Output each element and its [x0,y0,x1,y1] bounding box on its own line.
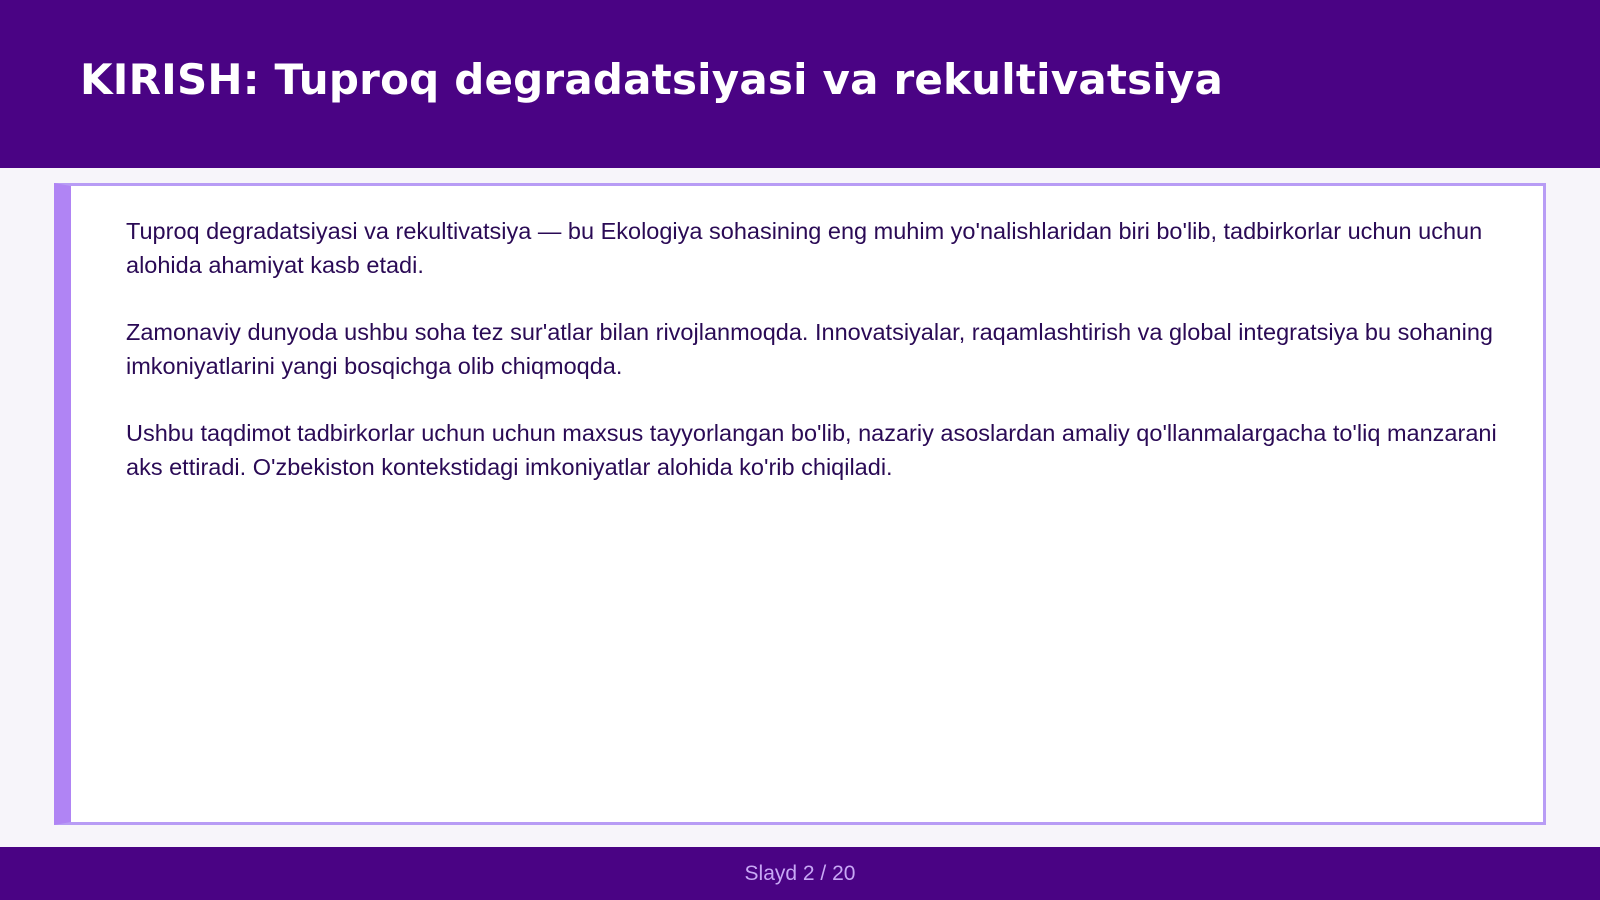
slide-footer [0,847,1600,900]
slide-counter: Slayd 2 / 20 [744,861,856,885]
paragraph-2: Zamonaviy dunyoda ushbu soha tez sur'atlar bilan rivojlanmoqda. Innovatsiyalar, raqamlashtirish va global integratsiya bu sohaning imkoniyatlarini yangi bosqichga olib chiqmoqda. [126,319,1493,379]
slide-header [0,0,1600,168]
content-card [54,183,1546,825]
slide-title: KIRISH: Tuproq degradatsiyasi va rekultivatsiya [80,54,1224,104]
paragraph-1: Tuproq degradatsiyasi va rekultivatsiya — bu Ekologiya sohasining eng muhim yo'nalishlaridan biri bo'lib, tadbirkorlar uchun uchun alohida ahamiyat kasb etadi. [126,218,1483,278]
content-body [126,214,1503,517]
paragraph-3: Ushbu taqdimot tadbirkorlar uchun uchun maxsus tayyorlangan bo'lib, nazariy asoslardan amaliy qo'llanmalargacha to'liq manzarani aks ettiradi. O'zbekiston kontekstidagi imkoniyatlar alohida ko'rib chiqiladi. [126,420,1497,480]
